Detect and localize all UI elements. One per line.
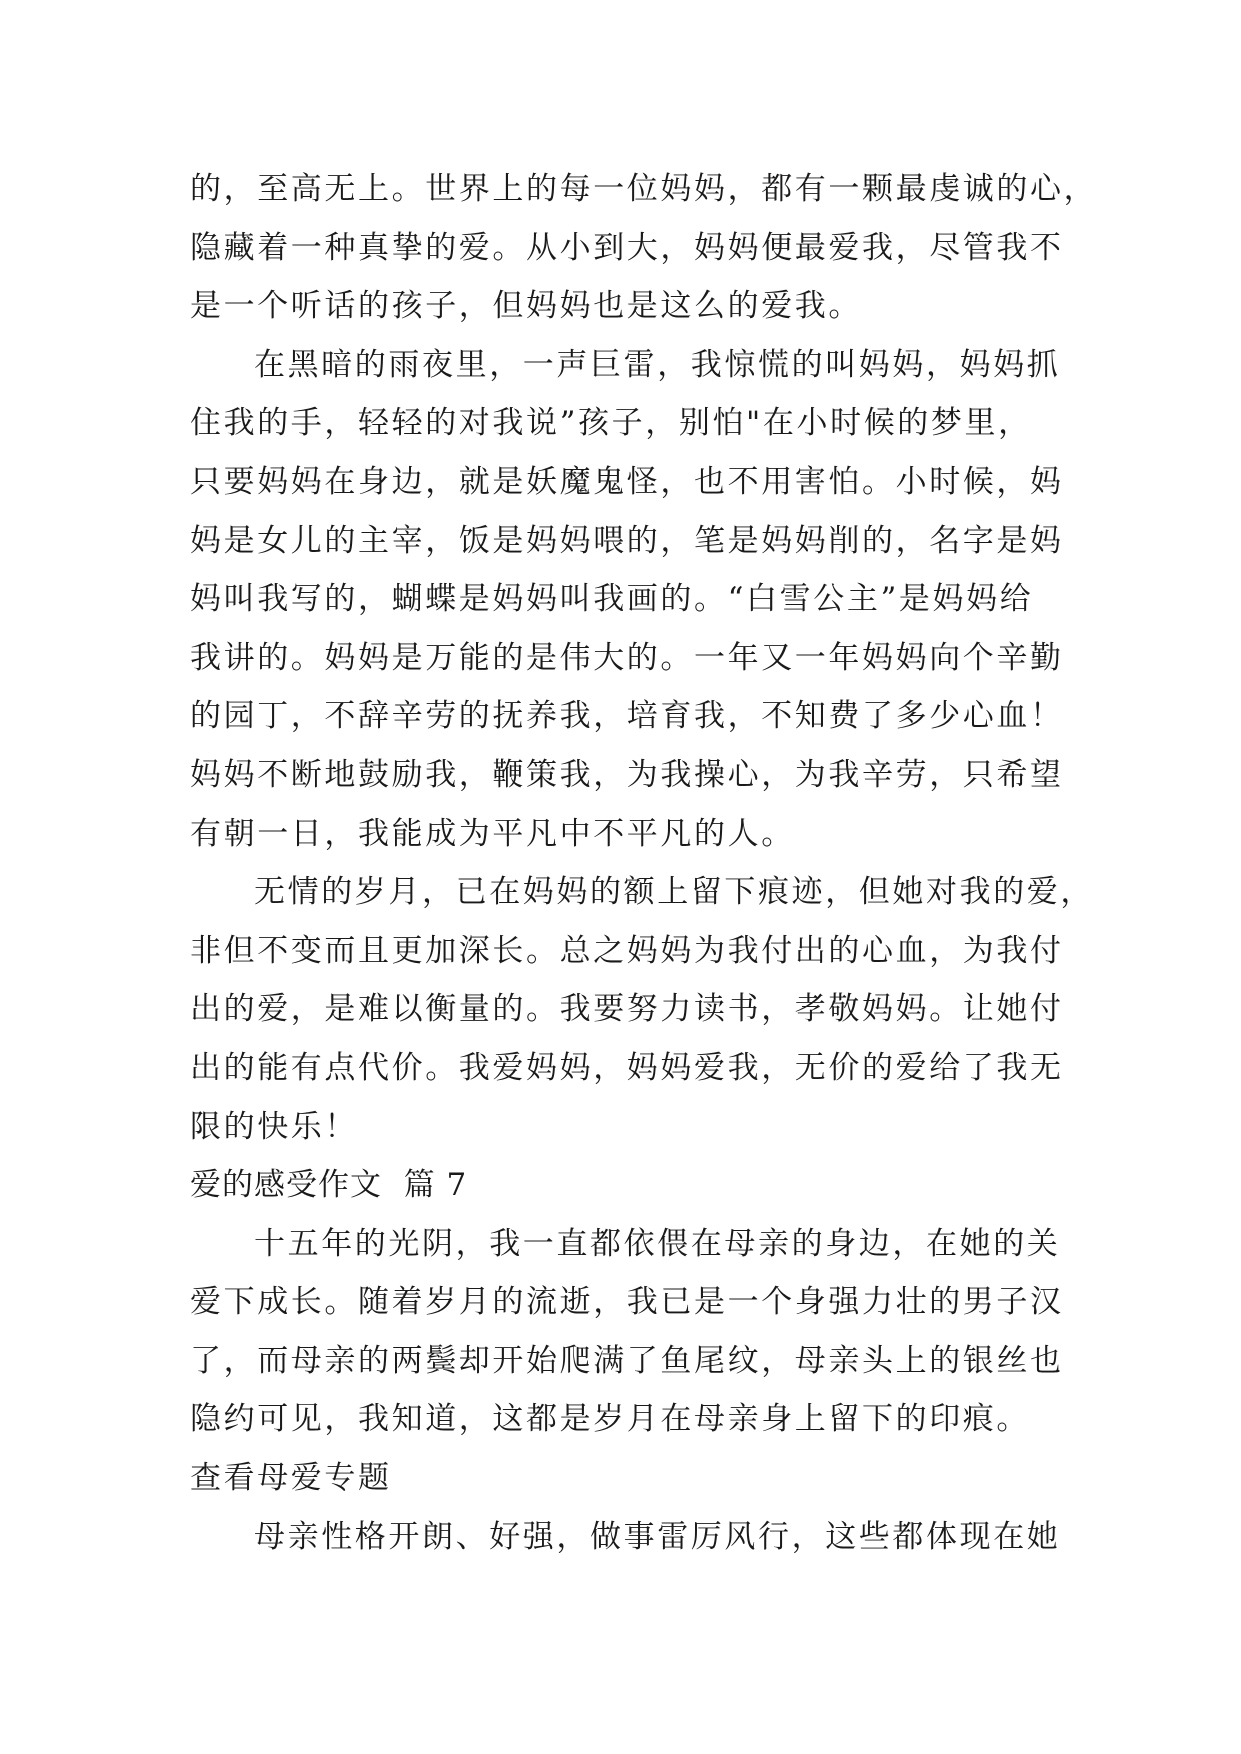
text-line: 妈妈不断地鼓励我，鞭策我，为我操心，为我辛劳，只希望 <box>190 756 1064 793</box>
paragraph-start-line: 十五年的光阴，我一直都依偎在母亲的身边，在她的关 <box>254 1225 1061 1262</box>
text-line: 非但不变而且更加深长。总之妈妈为我付出的心血，为我付 <box>190 932 1064 969</box>
paragraph-start-line: 母亲性格开朗、好强，做事雷厉风行，这些都体现在她 <box>254 1518 1061 1555</box>
text-line: 妈叫我写的，蝴蝶是妈妈叫我画的。“白雪公主”是妈妈给 <box>190 581 1034 618</box>
text-line: 限的快乐！ <box>190 1108 358 1145</box>
paragraph-start-line: 在黑暗的雨夜里，一声巨雷，我惊慌的叫妈妈，妈妈抓 <box>254 346 1061 383</box>
text-line: 只要妈妈在身边，就是妖魔鬼怪，也不用害怕。小时候，妈 <box>190 463 1064 500</box>
text-line: 隐藏着一种真挚的爱。从小到大，妈妈便最爱我，尽管我不 <box>190 229 1064 266</box>
section-heading: 爱的感受作文 篇 7 <box>190 1167 468 1204</box>
document-body <box>190 160 1098 1566</box>
text-line: 出的爱，是难以衡量的。我要努力读书，孝敬妈妈。让她付 <box>190 991 1064 1028</box>
text-line: 住我的手，轻轻的对我说”孩子，别怕"在小时候的梦里， <box>190 405 1032 442</box>
text-line: 妈是女儿的主宰，饭是妈妈喂的，笔是妈妈削的，名字是妈 <box>190 522 1064 559</box>
text-line: 我讲的。妈妈是万能的是伟大的。一年又一年妈妈向个辛勤 <box>190 639 1064 676</box>
text-line: 了，而母亲的两鬓却开始爬满了鱼尾纹，母亲头上的银丝也 <box>190 1342 1064 1379</box>
text-line: 是一个听话的孩子，但妈妈也是这么的爱我。 <box>190 288 862 325</box>
paragraph-start-line: 无情的岁月，已在妈妈的额上留下痕迹，但她对我的爱， <box>254 874 1094 911</box>
text-line: 爱下成长。随着岁月的流逝，我已是一个身强力壮的男子汉 <box>190 1284 1064 1321</box>
text-line: 的，至高无上。世界上的每一位妈妈，都有一颗最虔诚的心， <box>190 171 1098 207</box>
text-line: 的园丁，不辞辛劳的抚养我，培育我，不知费了多少心血！ <box>190 698 1064 735</box>
topic-link[interactable]: 查看母爱专题 <box>190 1460 392 1497</box>
text-line: 出的能有点代价。我爱妈妈，妈妈爱我，无价的爱给了我无 <box>190 1049 1064 1086</box>
text-line: 隐约可见，我知道，这都是岁月在母亲身上留下的印痕。 <box>190 1401 1030 1438</box>
text-line: 有朝一日，我能成为平凡中不平凡的人。 <box>190 815 795 852</box>
